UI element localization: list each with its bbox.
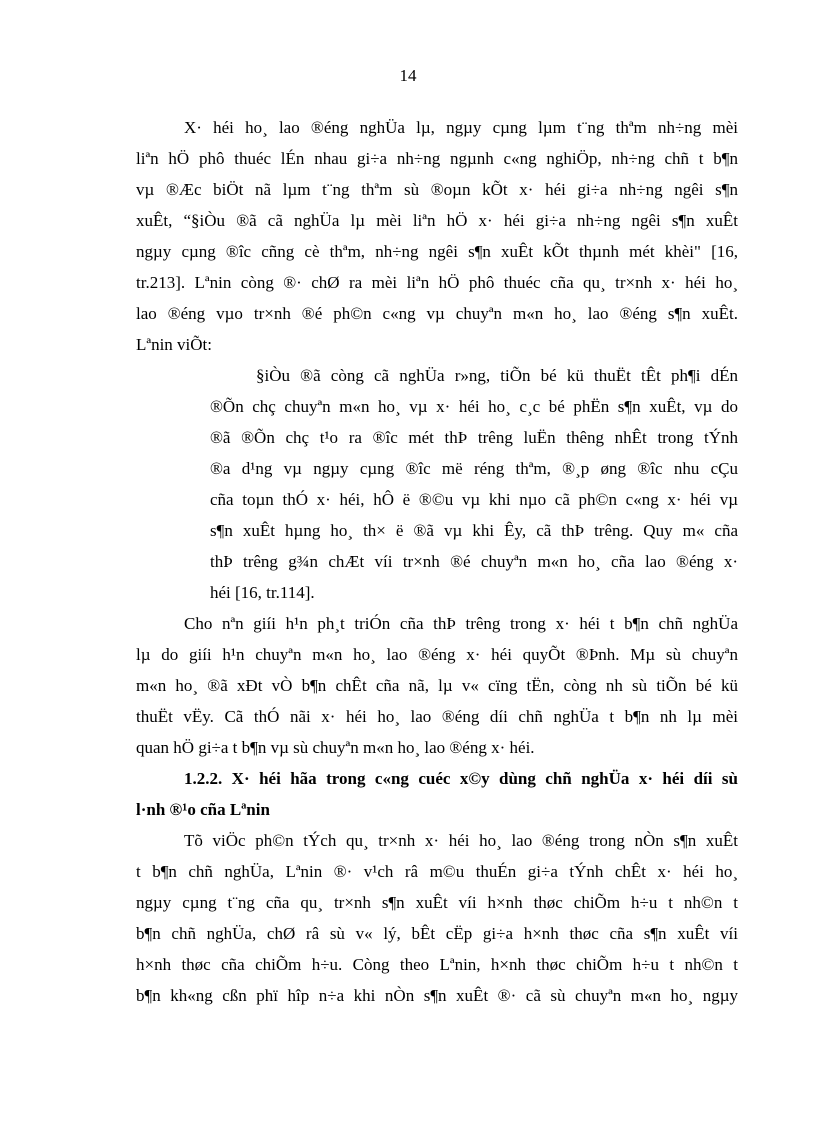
text-line: b¶n chñ nghÜa, chØ râ sù v« lý, bÊt cËp gi÷a h×nh thøc cña s¶n xuÊt víi bbox=[136, 924, 738, 943]
text-line: thÞ trêng g¾n chÆt víi tr×nh ®é chuyªn m«n ho¸ cña lao ®éng x· bbox=[210, 552, 738, 571]
section-heading-line: l·nh ®¹o cña Lªnin bbox=[136, 800, 270, 819]
text-line: quan hÖ gi÷a t b¶n vµ sù chuyªn m«n ho¸ lao ®éng x· héi. bbox=[136, 738, 535, 757]
page-number: 14 bbox=[399, 66, 417, 85]
text-line: ®a d¹ng vµ ngµy cµng ®îc më réng thªm, ®¸p øng ®îc nhu cÇu bbox=[210, 459, 738, 478]
text-line: lµ do giíi h¹n chuyªn m«n ho¸ lao ®éng x· héi quyÕt ®Þnh. Mµ sù chuyªn bbox=[136, 645, 738, 664]
text-line: cña toµn thÓ x· héi, hÔ ë ®©u vµ khi nµo cã ph©n c«ng x· héi vµ bbox=[210, 490, 738, 509]
text-line: ngµy cµng ®îc cñng cè thªm, nh÷ng ngêi s¶n xuÊt kÕt thµnh mét khèi" [16, bbox=[136, 242, 738, 261]
text-line: Lªnin viÕt: bbox=[136, 335, 212, 354]
text-line: Tõ viÖc ph©n tÝch qu¸ tr×nh x· héi ho¸ lao ®éng trong nÒn s¶n xuÊt bbox=[184, 831, 738, 850]
text-line: m«n ho¸ ®ã xÐt vÒ b¶n chÊt cña nã, lµ v« cïng tËn, còng nh sù tiÕn bé kü bbox=[136, 676, 738, 695]
text-line: ®ã ®Õn chç t¹o ra ®îc mét thÞ trêng luËn thêng nhÊt trong tÝnh bbox=[210, 428, 738, 447]
section-heading-line: 1.2.2. X· héi hãa trong c«ng cuéc x©y dùng chñ nghÜa x· héi díi sù bbox=[184, 769, 738, 788]
text-line: Cho nªn giíi h¹n ph¸t triÓn cña thÞ trêng trong x· héi t b¶n chñ nghÜa bbox=[184, 614, 738, 633]
text-line: t b¶n chñ nghÜa, Lªnin ®· v¹ch râ m©u thuÉn gi÷a tÝnh chÊt x· héi ho¸ bbox=[136, 862, 738, 881]
text-line: h×nh thøc cña chiÕm h÷u. Còng theo Lªnin, h×nh thøc chiÕm h÷u t nh©n t bbox=[136, 955, 738, 974]
text-line: héi [16, tr.114]. bbox=[210, 583, 315, 602]
text-line: liªn hÖ phô thuéc lÉn nhau gi÷a nh÷ng ngµnh c«ng nghiÖp, nh÷ng chñ t b¶n bbox=[136, 149, 738, 168]
text-line: thuËt vËy. Cã thÓ nãi x· héi ho¸ lao ®éng díi chñ nghÜa t b¶n nh lµ mèi bbox=[136, 707, 738, 726]
text-line: X· héi ho¸ lao ®éng nghÜa lµ, ngµy cµng lµm t¨ng thªm nh÷ng mèi bbox=[184, 118, 738, 137]
text-line: s¶n xuÊt hµng ho¸ th× ë ®ã vµ khi Êy, cã thÞ trêng. Quy m« cña bbox=[210, 521, 738, 540]
text-line: §iÒu ®ã còng cã nghÜa r»ng, tiÕn bé kü thuËt tÊt ph¶i dÉn bbox=[256, 366, 738, 385]
text-line: b¶n kh«ng cßn phï hîp n÷a khi nÒn s¶n xuÊt ®· cã sù chuyªn m«n ho¸ ngµy bbox=[136, 986, 738, 1005]
text-line: vµ ®Æc biÖt nã lµm t¨ng thªm sù ®oµn kÕt x· héi gi÷a nh÷ng ngêi s¶n bbox=[136, 180, 738, 199]
text-line: ®Õn chç chuyªn m«n ho¸ vµ x· héi ho¸ c¸c bé phËn s¶n xuÊt, vµ do bbox=[210, 397, 738, 416]
text-line: xuÊt, “§iÒu ®ã cã nghÜa lµ mèi liªn hÖ x· héi gi÷a nh÷ng ngêi s¶n xuÊt bbox=[136, 211, 738, 230]
text-line: lao ®éng vµo tr×nh ®é ph©n c«ng vµ chuyªn m«n ho¸ lao ®éng s¶n xuÊt. bbox=[136, 304, 738, 323]
text-line: ngµy cµng t¨ng cña qu¸ tr×nh s¶n xuÊt víi h×nh thøc chiÕm h÷u t nh©n t bbox=[136, 893, 738, 912]
text-line: tr.213]. Lªnin còng ®· chØ ra mèi liªn hÖ phô thuéc cña qu¸ tr×nh x· héi ho¸ bbox=[136, 273, 738, 292]
